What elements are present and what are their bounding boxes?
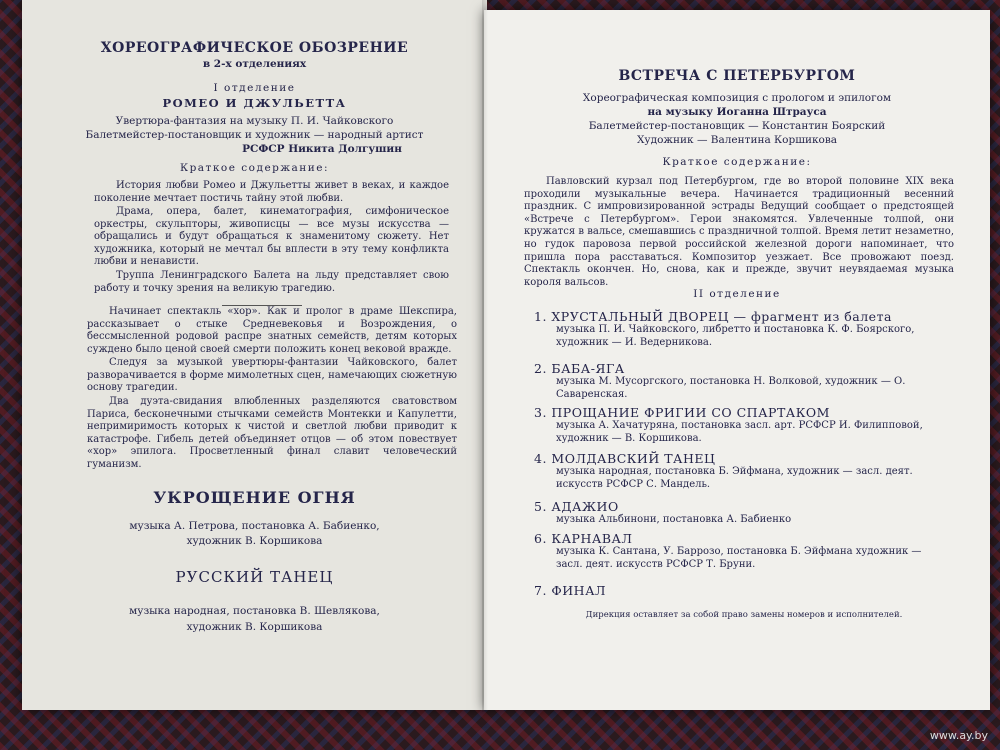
- item-credits: музыка народная, постановка Б. Эйфмана, художник — засл. деят. искусств РСФСР С. Мандель.: [556, 466, 913, 490]
- left-page: [22, 0, 487, 710]
- item-credits: музыка К. Сантана, У. Баррозо, постановка Б. Эйфмана художник — засл. деят. искусств РСФСР Т. Бруни.: [556, 546, 922, 570]
- program-title: ХОРЕОГРАФИЧЕСКОЕ ОБОЗРЕНИЕ: [100, 40, 409, 56]
- item-title: 6. КАРНАВАЛ: [534, 531, 633, 546]
- item-credits: музыка А. Хачатуряна, постановка засл. арт. РСФСР И. Филипповой, художник — В. Коршикова.: [556, 420, 923, 444]
- page-crease: [482, 0, 488, 712]
- summary-paragraph-3: Труппа Ленинградского Балета на льду представляет свою работу и точку зрения на великую трагедию.: [94, 270, 449, 294]
- ballet3-title: РУССКИЙ ТАНЕЦ: [175, 568, 334, 586]
- item-credits: музыка Альбинони, постановка А. Бабиенко: [556, 514, 792, 525]
- act2-line-3: Балетмейстер-постановщик — Константин Боярский: [588, 120, 886, 132]
- act2-item-5: [534, 500, 944, 526]
- body-paragraph-2: Следуя за музыкой увертюры-фантазии Чайковского, балет разворачивается в форме мимолетных сцен, намечающих сюжетную основу трагедии.: [87, 357, 457, 394]
- ballet1-music: Увертюра-фантазия на музыку П. И. Чайковского: [115, 115, 394, 127]
- item-title: 7. ФИНАЛ: [534, 583, 606, 598]
- right-page: [484, 10, 990, 710]
- act2-line-2: на музыку Иоганна Штрауса: [647, 106, 827, 118]
- act2-item-2: [534, 362, 944, 401]
- item-credits: музыка П. И. Чайковского, либретто и постановка К. Ф. Боярского, художник — И. Ведерникова.: [556, 324, 915, 348]
- item-title: 3. ПРОЩАНИЕ ФРИГИИ СО СПАРТАКОМ: [534, 405, 830, 420]
- ballet2-credits-1: музыка А. Петрова, постановка А. Бабиенко,: [129, 520, 380, 532]
- watermark: www.ay.by: [929, 729, 988, 742]
- act2-item-1: [534, 310, 944, 349]
- ballet2-credits-2: художник В. Коршикова: [186, 535, 323, 547]
- act2-item-7: [534, 584, 944, 597]
- item-title: 5. АДАЖИО: [534, 499, 619, 514]
- act2-line-4: Художник — Валентина Коршикова: [636, 134, 838, 146]
- body-paragraph-1: Начинает спектакль «хор». Как и пролог в драме Шекспира, рассказывает о стыке Средневековья и Возрождения, о бессмысленной родовой распре знатных семейств, детям которых суждено было ценой своей смерти положить конец вековой вражде.: [87, 306, 457, 355]
- act2-ballet-title: ВСТРЕЧА С ПЕТЕРБУРГОМ: [618, 68, 856, 84]
- summary-paragraph-2: Драма, опера, балет, кинематография, симфоническое оркестры, скульпторы, живописцы — все музы искусства — обращались и будут обращаться к знаменитому сюжету. Нет художника, который не мечтал бы вплести в эту тему конфликта любви и ненависти.: [94, 206, 449, 268]
- act2-summary-text: Павловский курзал под Петербургом, где во второй половине XIX века проходили музыкальные вечера. Начинается традиционный весенний праздник. С импровизированной эстрады Ведущий сообщает о предстоящей «Встрече с Петербургом». Герои знакомятся. Увлеченные толпой, они кружатся в вальсе, смешавшись с праздничной толпой. Время летит незаметно, но гудок паровоза первой российской железной дороги напоминает, что пришла пора расставаться. Композитор уезжает. Все провожают поезд. Спектакль окончен. Но, снова, как и прежде, звучит неувядаемая музыка короля вальсов.: [524, 176, 954, 288]
- ballet1-choreographer: Балетмейстер-постановщик и художник — народный артист: [85, 129, 424, 141]
- act2-item-6: [534, 532, 944, 571]
- body-paragraph-3: Два дуэта-свидания влюбленных разделяются сватовством Париса, бесконечными стычками семейств Монтекки и Капулетти, непримиримость которых к чистой и светлой любви приводит к катастрофе. Гибель детей объединяет отцов — об этом повествует «хор» эпилога. Просветленный финал славит человеческий гуманизм.: [87, 396, 457, 470]
- ballet1-summary-label: Краткое содержание:: [179, 162, 330, 174]
- act2-item-4: [534, 452, 944, 491]
- part2-label: II отделение: [693, 288, 781, 300]
- item-title: 1. ХРУСТАЛЬНЫЙ ДВОРЕЦ — фрагмент из балета: [534, 309, 892, 324]
- management-note: Дирекция оставляет за собой право замены номеров и исполнителей.: [585, 610, 903, 620]
- act2-line-1: Хореографическая композиция с прологом и эпилогом: [582, 92, 892, 104]
- item-credits: музыка М. Мусоргского, постановка Н. Волковой, художник — О. Саваренская.: [556, 376, 906, 400]
- act2-item-3: [534, 406, 944, 445]
- ballet1-artist: РСФСР Никита Долгушин: [242, 143, 402, 155]
- act2-summary-label: Краткое содержание:: [662, 156, 812, 168]
- summary-paragraph-1: История любви Ромео и Джульетты живет в веках, и каждое поколение мечтает постичь тайну этой любви.: [94, 180, 449, 204]
- ballet2-title: УКРОЩЕНИЕ ОГНЯ: [153, 488, 356, 507]
- item-title: 2. БАБА-ЯГА: [534, 361, 625, 376]
- item-title: 4. МОЛДАВСКИЙ ТАНЕЦ: [534, 451, 716, 466]
- ballet1-title: РОМЕО И ДЖУЛЬЕТТА: [162, 96, 347, 110]
- part1-label: I отделение: [213, 82, 296, 94]
- ballet3-credits-1: музыка народная, постановка В. Шевлякова,: [129, 605, 380, 617]
- program-subtitle: в 2-х отделениях: [202, 58, 307, 70]
- ballet3-credits-2: художник В. Коршикова: [186, 621, 323, 633]
